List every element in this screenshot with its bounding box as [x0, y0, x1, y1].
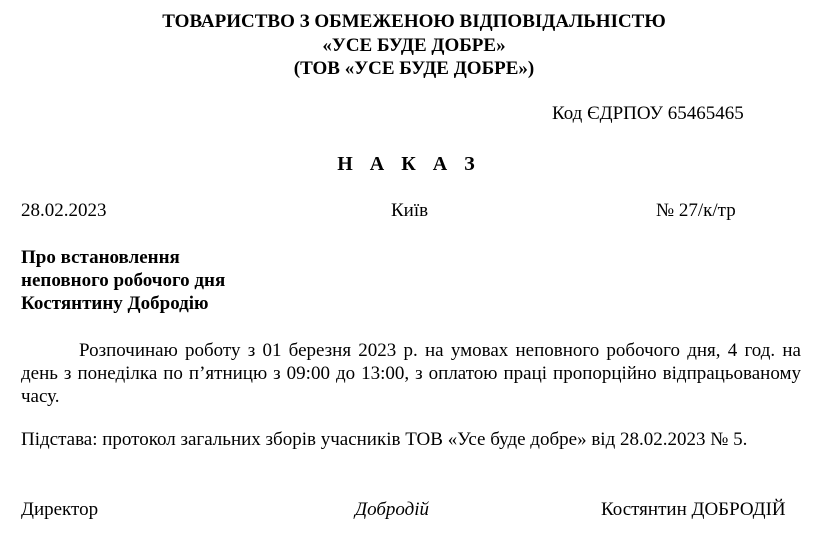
document-city: Київ — [391, 200, 429, 221]
edrpou-code: Код ЄДРПОУ 65465465 — [552, 103, 744, 124]
document-date: 28.02.2023 — [21, 200, 107, 221]
org-full-name: ТОВАРИСТВО З ОБМЕЖЕНОЮ ВІДПОВІДАЛЬНІСТЮ — [162, 11, 666, 32]
signature: Добродій — [355, 499, 430, 520]
subject-line: неповного робочого дня — [21, 270, 226, 291]
signatory-name: Костянтин ДОБРОДІЙ — [601, 499, 786, 520]
org-short-name: (ТОВ «УСЕ БУДЕ ДОБРЕ») — [293, 58, 535, 79]
org-quoted-name: «УСЕ БУДЕ ДОБРЕ» — [322, 35, 506, 56]
document-title: Н А К А З — [337, 153, 481, 175]
signatory-position: Директор — [21, 499, 99, 520]
order-basis: Підстава: протокол загальних зборів учасників ТОВ «Усе буде добре» від 28.02.2023 № 5. — [21, 429, 748, 450]
order-body-paragraph: Розпочинаю роботу з 01 березня 2023 р. на умовах неповного робочого дня, 4 год. на день з понеділка по п’ятницю з 09:00 до 13:00, з оплатою праці пропорційно відпрацьованому часу. — [21, 340, 801, 407]
order-subject — [21, 246, 225, 315]
document-number: № 27/к/тр — [656, 200, 736, 221]
subject-line: Про встановлення — [21, 247, 180, 268]
subject-line: Костянтину Добродію — [21, 293, 209, 314]
